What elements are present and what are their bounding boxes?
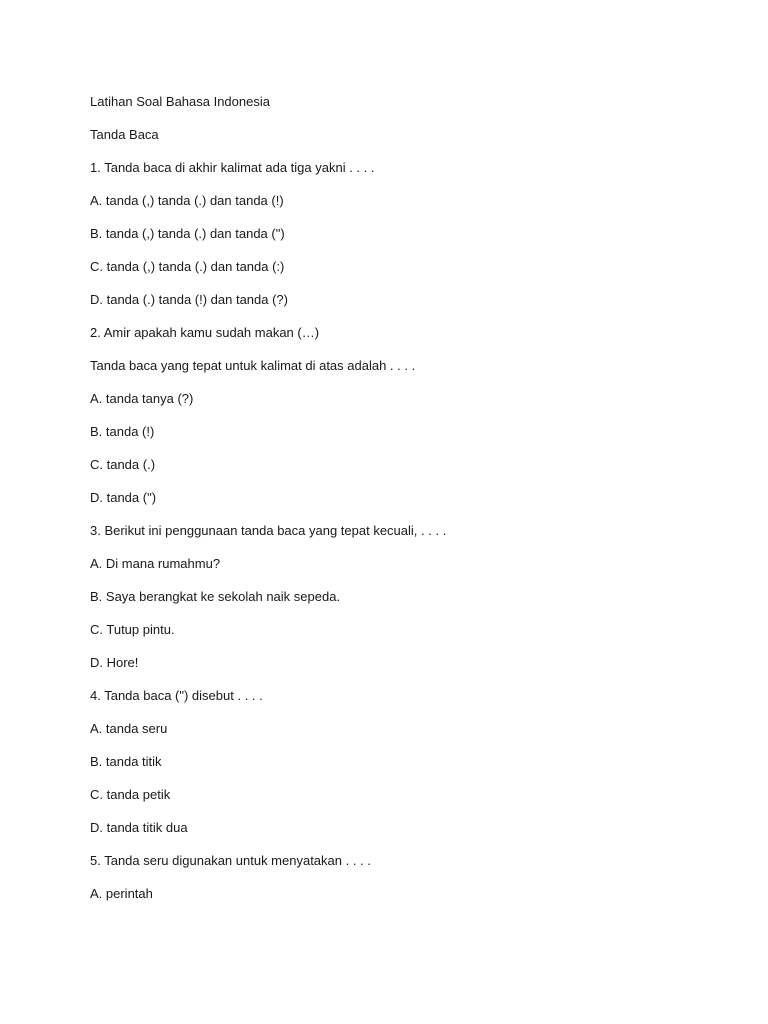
question-2: 2. Amir apakah kamu sudah makan (…) [90,325,320,340]
question-3-option-a: A. Di mana rumahmu? [90,556,221,571]
question-1-option-b: B. tanda (,) tanda (.) dan tanda (") [90,226,285,241]
question-2-option-d: D. tanda (") [90,490,157,505]
question-4: 4. Tanda baca (") disebut . . . . [90,688,263,703]
question-4-option-c: C. tanda petik [90,787,171,802]
document-body [90,93,710,918]
document-title: Latihan Soal Bahasa Indonesia [90,94,270,109]
section-heading: Tanda Baca [90,127,159,142]
question-4-option-a: A. tanda seru [90,721,168,736]
question-3-option-c: C. Tutup pintu. [90,622,175,637]
question-4-option-d: D. tanda titik dua [90,820,188,835]
question-2-option-a: A. tanda tanya (?) [90,391,194,406]
question-3-option-b: B. Saya berangkat ke sekolah naik sepeda. [90,589,341,604]
question-3-option-d: D. Hore! [90,655,139,670]
question-1-option-a: A. tanda (,) tanda (.) dan tanda (!) [90,193,284,208]
question-1-option-d: D. tanda (.) tanda (!) dan tanda (?) [90,292,288,307]
question-5: 5. Tanda seru digunakan untuk menyatakan . . . . [90,853,371,868]
question-1-option-c: C. tanda (,) tanda (.) dan tanda (:) [90,259,285,274]
question-2-option-c: C. tanda (.) [90,457,156,472]
question-2-option-b: B. tanda (!) [90,424,155,439]
question-3: 3. Berikut ini penggunaan tanda baca yang tepat kecuali, . . . . [90,523,447,538]
question-2-prompt: Tanda baca yang tepat untuk kalimat di atas adalah . . . . [90,358,416,373]
question-4-option-b: B. tanda titik [90,754,162,769]
question-5-option-a: A. perintah [90,886,153,901]
question-1: 1. Tanda baca di akhir kalimat ada tiga yakni . . . . [90,160,375,175]
